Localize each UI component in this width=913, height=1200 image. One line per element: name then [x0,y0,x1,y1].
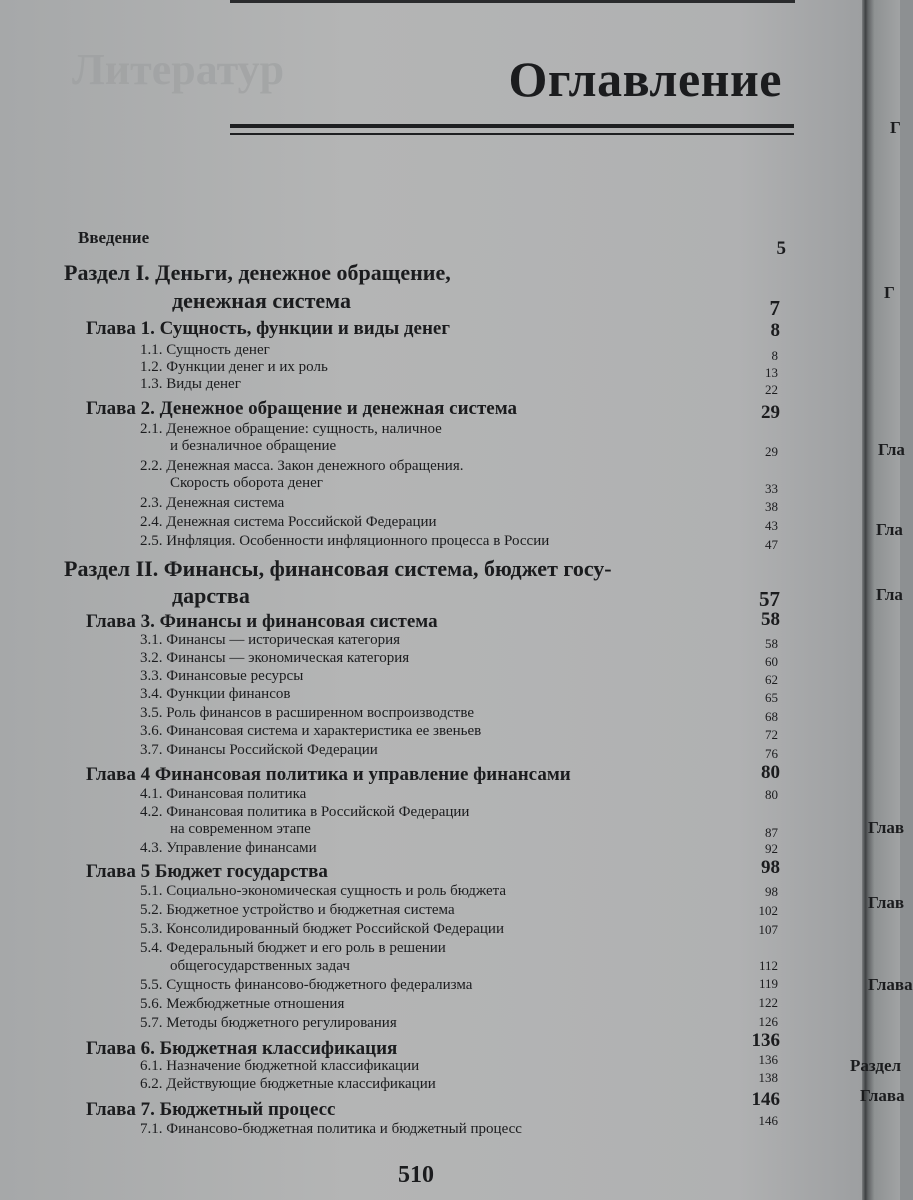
right-page-fragment: Глав [868,818,905,837]
right-page-fragment: Г [890,118,901,137]
subsection-title: 2.5. Инфляция. Особенности инфляционного процесса в России [140,533,550,549]
subsection-title: 5.5. Сущность финансово-бюджетного федерализма [140,977,473,993]
right-page-fragment: Раздел [850,1056,902,1075]
subsection-title: 3.6. Финансовая система и характеристика ее звеньев [140,723,482,739]
subsection-title: 1.2. Функции денег и их роль [140,359,328,375]
show-through-heading: Литератур [72,45,285,94]
subsection-title: 3.4. Функции финансов [140,686,291,702]
subsection-title: 4.1. Финансовая политика [140,786,307,802]
page-ref: 76 [765,746,778,761]
right-page [850,0,913,1200]
page-ref: 112 [758,958,778,973]
page-ref: 102 [758,903,778,918]
subsection-title: 5.4. Федеральный бюджет и его роль в решении [140,940,446,956]
subsection-title: 3.5. Роль финансов в расширенном воспроизводстве [140,705,474,721]
page-ref: 98 [765,884,778,899]
subsection-title: 5.7. Методы бюджетного регулирования [140,1015,397,1031]
subsection-title: 4.2. Финансовая политика в Российской Федерации [140,804,470,820]
page-ref: 58 [765,636,778,651]
section-title: денежная система [172,288,351,313]
right-page-fragment: Глав [868,893,905,912]
chapter-title: Глава 7. Бюджетный процесс [86,1099,336,1120]
intro-page: 5 [776,238,786,259]
right-page-fragment: Г [884,283,895,302]
page-ref: 87 [765,825,778,840]
page-ref: 57 [759,587,780,611]
page-ref: 119 [758,976,778,991]
subsection-title: 3.7. Финансы Российской Федерации [140,742,378,758]
subsection-title: на современном этапе [170,821,311,837]
page-ref: 7 [769,296,780,320]
page-ref: 62 [765,672,778,687]
page-ref: 58 [761,609,780,630]
page-ref: 98 [761,857,780,878]
top-rule [230,0,795,3]
subsection-title: 5.3. Консолидированный бюджет Российской Федерации [140,921,504,937]
page-ref: 80 [761,762,780,783]
subsection-title: 1.1. Сущность денег [140,342,270,358]
chapter-title: Глава 1. Сущность, функции и виды денег [86,318,450,339]
subsection-title: 2.4. Денежная система Российской Федерации [140,514,437,530]
page-ref: 122 [758,995,778,1010]
page-ref: 65 [765,690,778,705]
subsection-title: 3.3. Финансовые ресурсы [140,668,304,684]
chapter-title: Глава 5 Бюджет государства [86,861,328,882]
title-rule-thick [230,124,794,128]
page-ref: 22 [765,382,778,397]
subsection-title: 4.3. Управление финансами [140,840,317,856]
subsection-title: общегосударственных задач [170,958,350,974]
page-ref: 107 [758,922,778,937]
right-page-fragment: Глава [860,1086,905,1105]
page-ref: 13 [765,365,778,380]
page-ref: 68 [765,709,778,724]
page-ref: 138 [758,1070,778,1085]
page-number: 510 [398,1162,434,1188]
subsection-title: 1.3. Виды денег [140,376,241,392]
page-ref: 43 [765,518,778,533]
page-ref: 8 [771,348,778,363]
subsection-title: 6.2. Действующие бюджетные классификации [140,1076,436,1092]
section-title: дарства [172,583,250,608]
subsection-title: 5.1. Социально-экономическая сущность и роль бюджета [140,883,507,899]
page-ref: 38 [765,499,778,514]
subsection-title: 5.6. Межбюджетные отношения [140,996,345,1012]
title-rule-thin [230,133,794,135]
subsection-title: 2.2. Денежная масса. Закон денежного обращения. [140,458,464,474]
right-page-fragment: Гла [878,440,905,459]
subsection-title: 5.2. Бюджетное устройство и бюджетная система [140,902,455,918]
page-ref: 29 [761,402,780,423]
page-ref: 136 [751,1030,780,1051]
subsection-title: и безналичное обращение [170,438,337,454]
chapter-title: Глава 4 Финансовая политика и управление финансами [86,764,571,785]
page-ref: 92 [765,841,778,856]
subsection-title: 3.2. Финансы — экономическая категория [140,650,410,666]
page-ref: 47 [765,537,778,552]
subsection-title: 2.1. Денежное обращение: сущность, наличное [140,421,442,437]
page-ref: 126 [758,1014,778,1029]
section-title: Раздел II. Финансы, финансовая система, бюджет госу- [64,556,612,581]
page-ref: 146 [758,1113,778,1128]
page-ref: 33 [765,481,778,496]
intro-label: Введение [78,228,150,247]
chapter-title: Глава 6. Бюджетная классификация [86,1038,398,1059]
chapter-title: Глава 2. Денежное обращение и денежная система [86,398,518,419]
page-ref: 29 [765,444,778,459]
page-ref: 146 [751,1089,780,1110]
right-page-fragment: Глава [868,975,913,994]
page-ref: 60 [765,654,778,669]
section-title: Раздел I. Деньги, денежное обращение, [64,260,451,285]
page-ref: 136 [758,1052,778,1067]
subsection-title: 2.3. Денежная система [140,495,285,511]
chapter-title: Глава 3. Финансы и финансовая система [86,611,438,632]
right-page-fragment: Гла [876,585,903,604]
page-title: Оглавление [508,51,782,107]
subsection-title: 7.1. Финансово-бюджетная политика и бюджетный процесс [140,1121,522,1137]
page-ref: 80 [765,787,778,802]
page-ref: 8 [770,320,780,341]
subsection-title: 3.1. Финансы — историческая категория [140,632,400,648]
right-page-fragment: Гла [876,520,903,539]
subsection-title: Скорость оборота денег [170,475,323,491]
page-ref: 72 [765,727,778,742]
subsection-title: 6.1. Назначение бюджетной классификации [140,1058,420,1074]
